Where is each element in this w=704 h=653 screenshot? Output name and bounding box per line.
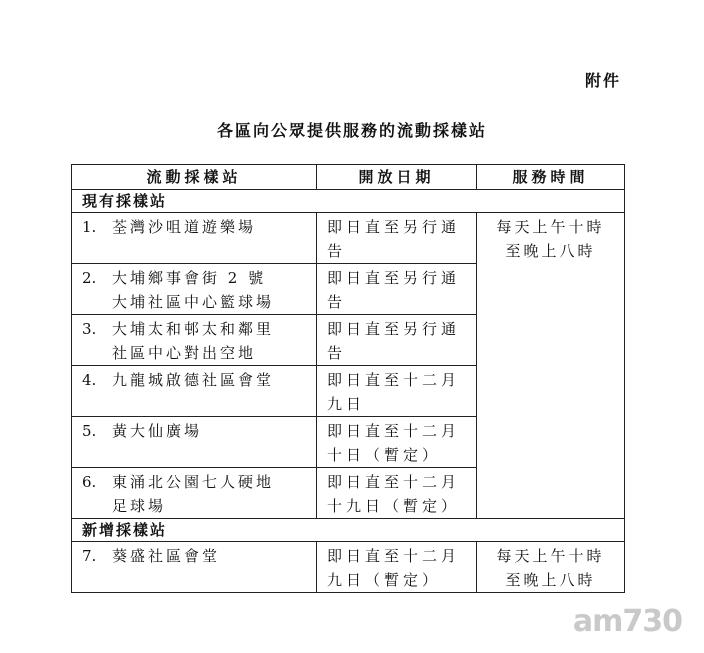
station-number: 3. [82, 320, 97, 338]
open-date-cell: 即日直至另行通告 [317, 315, 477, 366]
station-cell [72, 366, 317, 417]
station-cell [72, 542, 317, 593]
station-number: 4. [82, 371, 97, 389]
open-date-cell: 即日直至另行通告 [317, 213, 477, 264]
station-name-line2: 社區中心對出空地 [112, 344, 257, 362]
section-new [72, 519, 625, 542]
station-cell [72, 315, 317, 366]
document-title: 各區向公眾提供服務的流動採樣站 [216, 121, 487, 140]
service-hours-cell [477, 213, 625, 519]
header-station: 流動採樣站 [72, 165, 317, 190]
section-new-label: 新增採樣站 [72, 519, 625, 542]
header-service-hours: 服務時間 [477, 165, 625, 190]
station-name: 荃灣沙咀道遊樂場 [112, 218, 257, 236]
station-name: 東涌北公園七人硬地 [112, 473, 275, 491]
station-name: 大埔太和邨太和鄰里 [112, 320, 275, 338]
header-open-date: 開放日期 [317, 165, 477, 190]
open-date-cell: 即日直至十二月十九日（暫定） [317, 468, 477, 519]
section-existing [72, 190, 625, 213]
station-name-line2: 足球場 [112, 497, 167, 515]
station-name: 葵盛社區會堂 [112, 547, 221, 565]
hours-line: 每天上午十時 [496, 218, 605, 236]
station-cell [72, 468, 317, 519]
hours-line: 至晚上八時 [505, 571, 596, 589]
table-header-row [72, 165, 625, 190]
station-cell [72, 264, 317, 315]
sampling-stations-table [71, 164, 625, 593]
hours-line: 每天上午十時 [496, 547, 605, 565]
station-cell [72, 417, 317, 468]
open-date-cell: 即日直至十二月九日（暫定） [317, 542, 477, 593]
station-name: 大埔鄉事會街 2 號 [112, 269, 267, 287]
station-number: 6. [82, 473, 97, 491]
table-row [72, 542, 625, 593]
station-name: 九龍城啟德社區會堂 [112, 371, 275, 389]
open-date-cell: 即日直至十二月十日（暫定） [317, 417, 477, 468]
station-name: 黃大仙廣場 [112, 422, 203, 440]
station-number: 7. [82, 547, 97, 565]
service-hours-cell [477, 542, 625, 593]
station-cell [72, 213, 317, 264]
table-row [72, 213, 625, 264]
station-number: 1. [82, 218, 97, 236]
section-existing-label: 現有採樣站 [72, 190, 625, 213]
open-date-cell: 即日直至另行通告 [317, 264, 477, 315]
hours-line: 至晚上八時 [505, 242, 596, 260]
annex-label: 附件 [585, 71, 622, 90]
station-number: 5. [82, 422, 97, 440]
open-date-cell: 即日直至十二月九日 [317, 366, 477, 417]
watermark-logo: am730 [572, 604, 682, 639]
station-number: 2. [82, 269, 97, 287]
station-name-line2: 大埔社區中心籃球場 [112, 293, 275, 311]
